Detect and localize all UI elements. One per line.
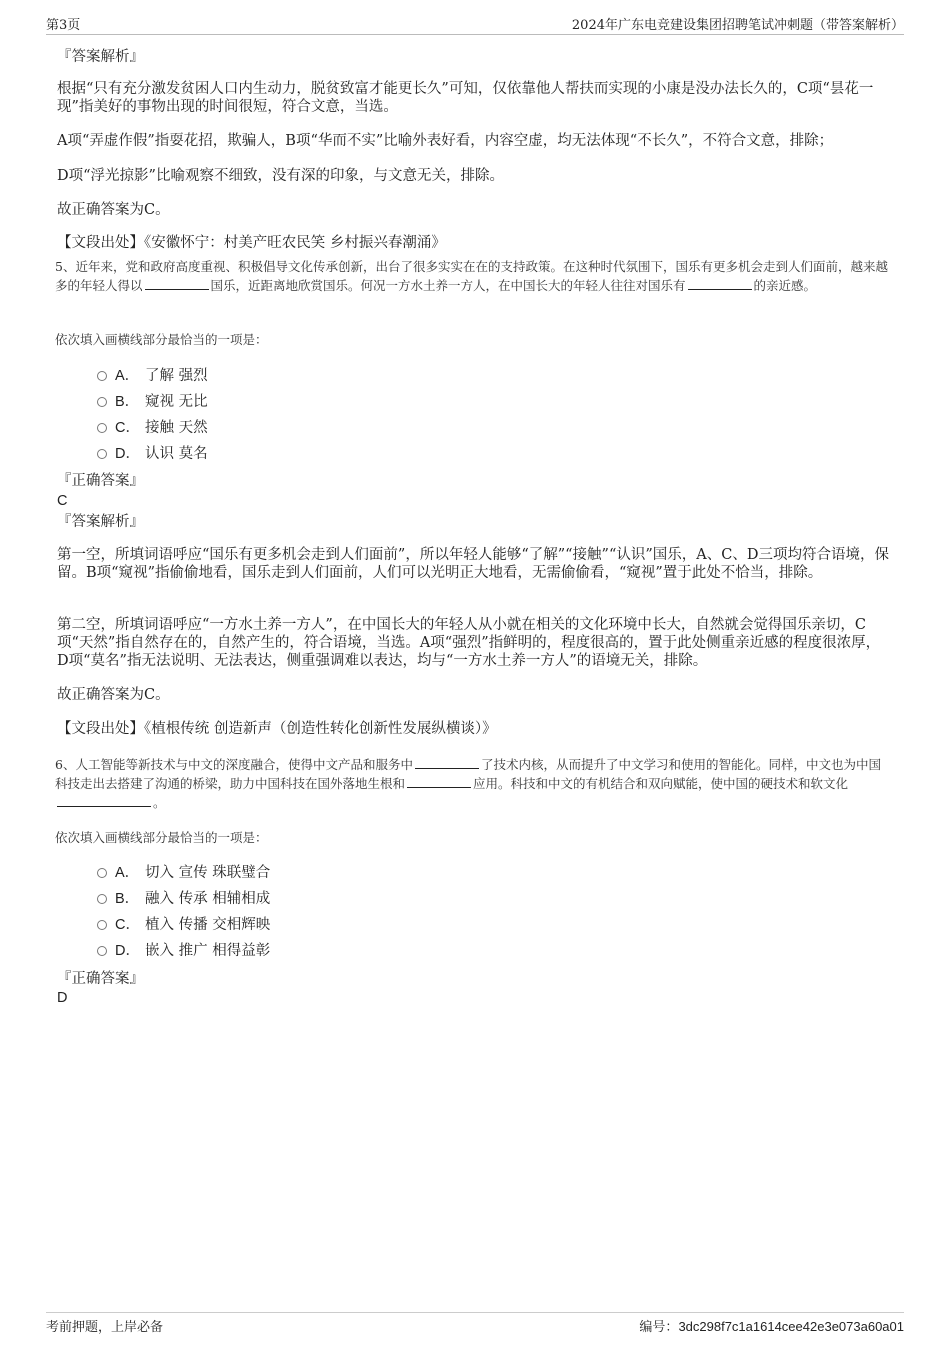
code-label: 编号： — [639, 1320, 679, 1335]
q6-option-a[interactable] — [97, 864, 270, 882]
q4-analysis-label: 『答案解析』 — [57, 49, 144, 65]
radio-icon[interactable] — [97, 868, 107, 878]
q6-prompt: 依次填入画横线部分最恰当的一项是： — [55, 830, 268, 845]
option-key: B． — [115, 891, 140, 907]
q5-option-d[interactable] — [97, 445, 208, 463]
q6-stem — [55, 755, 892, 812]
option-text: 了解 强烈 — [145, 368, 208, 384]
q6-option-d[interactable] — [97, 942, 270, 960]
radio-icon[interactable] — [97, 946, 107, 956]
q5-stem-part3: 的亲近感。 — [753, 278, 817, 293]
q5-analysis-para1: 第一空，所填词语呼应“国乐有更多机会走到人们面前”，所以年轻人能够“了解”“接触”“认识”国乐，A、C、D三项均符合语境，保留。B项“窥视”指偷偷地看，国乐走到人们面前，人们可以光明正大地看，无需偷偷看，“窥视”置于此处不恰当，排除。 — [57, 547, 889, 581]
q4-source: 【文段出处】《安徽怀宁：村美产旺农民笑 乡村振兴春潮涌》 — [57, 235, 446, 251]
q5-answer-label: 『正确答案』 — [57, 473, 144, 489]
q4-analysis-para3: D项“浮光掠影”比喻观察不细致，没有深的印象，与文意无关，排除。 — [57, 168, 504, 184]
option-key: D． — [115, 446, 140, 462]
q5-option-b[interactable] — [97, 393, 208, 411]
code-value: 3dc298f7c1a1614cee42e3e073a60a01 — [678, 1319, 904, 1334]
q5-analysis-label: 『答案解析』 — [57, 514, 144, 530]
q6-option-b[interactable] — [97, 890, 270, 908]
radio-icon[interactable] — [97, 920, 107, 930]
q5-prompt: 依次填入画横线部分最恰当的一项是： — [55, 332, 268, 347]
q6-answer: D — [57, 990, 68, 1006]
document-code — [639, 1316, 904, 1335]
q6-blank-3 — [57, 793, 151, 807]
q6-stem-part1: 6、人工智能等新技术与中文的深度融合，使得中文产品和服务中 — [55, 757, 413, 772]
q5-answer: C — [57, 493, 68, 509]
document-title: 2024年广东电竞建设集团招聘笔试冲刺题（带答案解析） — [571, 18, 904, 33]
page-footer — [46, 1312, 904, 1335]
option-text: 窥视 无比 — [145, 394, 208, 410]
q5-option-c[interactable] — [97, 419, 208, 437]
option-key: A． — [115, 865, 140, 881]
option-key: A． — [115, 368, 140, 384]
q5-conclusion: 故正确答案为C。 — [57, 687, 170, 703]
option-text: 切入 宣传 珠联璧合 — [145, 865, 271, 881]
q6-stem-part3: 应用。科技和中文的有机结合和双向赋能，使中国的硬技术和软文化 — [473, 776, 849, 791]
q6-answer-label: 『正确答案』 — [57, 971, 144, 987]
q6-stem-part4: 。 — [153, 795, 166, 810]
radio-icon[interactable] — [97, 371, 107, 381]
radio-icon[interactable] — [97, 397, 107, 407]
option-key: B． — [115, 394, 140, 410]
option-key: D． — [115, 943, 140, 959]
page-header — [46, 14, 904, 35]
option-key: C． — [115, 420, 140, 436]
option-text: 融入 传承 相辅相成 — [145, 891, 271, 907]
q5-stem-part2: 国乐，近距离地欣赏国乐。何况一方水土养一方人，在中国长大的年轻人往往对国乐有 — [210, 278, 686, 293]
q4-analysis-para2: A项“弄虚作假”指耍花招，欺骗人，B项“华而不实”比喻外表好看，内容空虚，均无法体现“不长久”，不符合文意，排除； — [57, 133, 834, 149]
option-text: 认识 莫名 — [145, 446, 208, 462]
option-text: 植入 传播 交相辉映 — [145, 917, 271, 933]
radio-icon[interactable] — [97, 894, 107, 904]
q5-option-a[interactable] — [97, 367, 208, 385]
option-text: 嵌入 推广 相得益彰 — [145, 943, 271, 959]
q6-blank-2 — [407, 774, 471, 788]
q4-analysis-para1: 根据“只有充分激发贫困人口内生动力，脱贫致富才能更长久”可知，仅依靠他人帮扶而实现的小康是没办法长久的，C项“昙花一现”指美好的事物出现的时间很短，符合文意，当选。 — [57, 81, 874, 115]
q5-stem-part1: 5、近年来，党和政府高度重视、积极倡导文化传承创新，出台了很多实实在在的支持政策。在这种时代氛围下，国乐有更多机会走到人们面前，越来越多的年轻人得以 — [55, 259, 888, 293]
radio-icon[interactable] — [97, 449, 107, 459]
q6-option-c[interactable] — [97, 916, 270, 934]
q5-blank-2 — [688, 276, 752, 290]
page-number: 第3页 — [46, 18, 81, 33]
q5-blank-1 — [145, 276, 209, 290]
q6-stem-part2: 了技术内核，从而提升了中文学习和使用的智能化。同样，中文也为中国科技走出去搭建了沟通的桥梁，助力中国科技在国外落地生根和 — [55, 757, 881, 791]
footer-slogan: 考前押题，上岸必备 — [46, 1320, 164, 1335]
q4-conclusion: 故正确答案为C。 — [57, 202, 170, 218]
radio-icon[interactable] — [97, 423, 107, 433]
q6-blank-1 — [415, 755, 479, 769]
option-text: 接触 天然 — [145, 420, 208, 436]
option-key: C． — [115, 917, 140, 933]
q5-source: 【文段出处】《植根传统 创造新声（创造性转化创新性发展纵横谈）》 — [57, 721, 497, 737]
q5-analysis-para2: 第二空，所填词语呼应“一方水土养一方人”，在中国长大的年轻人从小就在相关的文化环境中长大，自然就会觉得国乐亲切，C项“天然”指自然存在的，自然产生的，符合语境，当选。A项“强烈”指鲜明的，程度很高的，置于此处侧重亲近感的程度很浓厚，D项“莫名”指无法说明、无法表达，侧重强调难以表达，均与“一方水土养一方人”的语境无关，排除。 — [57, 617, 881, 669]
q5-stem — [55, 258, 892, 295]
